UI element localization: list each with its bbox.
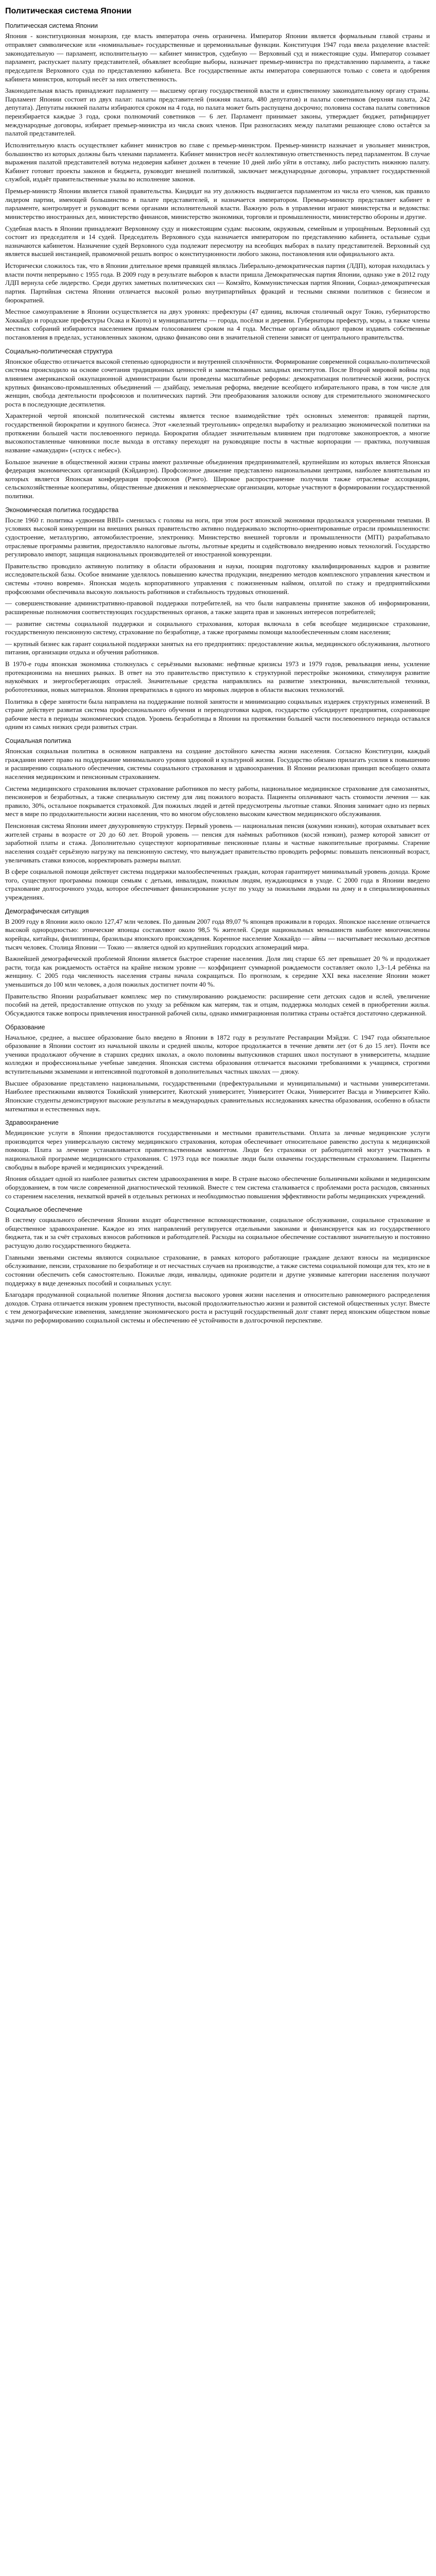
section-heading: Демографическая ситуация (5, 907, 89, 915)
paragraph: Японское общество отличается высокой степенью однородности и внутренней сплочённости. Формирование современной социально-политической системы происходило на основе сочетания традиционных ценностей и заимствованных западных институтов. После Второй мировой войны под влиянием американской оккупационной администрации были проведены масштабные реформы: демократизация политической жизни, роспуск крупных финансово-промышленных объединений — дзайбацу, земельная реформа, введение всеобщего избирательного права, в том числе для женщин, свобода деятельности профсоюзов и политических партий. Эти преобразования заложили основу для стремительного экономического роста в последующие десятилетия. (5, 357, 430, 408)
page-title: Политическая система Японии (5, 7, 132, 15)
section-heading: Социальное обеспечение (5, 1206, 82, 1214)
article-body (5, 32, 430, 1325)
paragraph: — совершенствование административно-правовой поддержки потребителей, на что были направлены принятие законов об информировании, расширенные полномочия соответствующих государственных органов, а также защита прав и законных интересов потребителей; (5, 599, 430, 616)
paragraph: Характерной чертой японской политической системы является тесное взаимодействие трёх основных элементов: правящей партии, государственной бюрократии и крупного бизнеса. Этот «железный треугольник» определял выработку и реализацию экономической политики на протяжении большей части послевоенного периода. Бюрократия обладает значительным влиянием при подготовке законопроектов, а многие высокопоставленные чиновники после выхода в отставку переходят на руководящие посты в частные корпорации — практика, получившая название «амакудари» («спуск с небес»). (5, 412, 430, 454)
paragraph: В сфере социальной помощи действует система поддержки малообеспеченных граждан, которая гарантирует минимальный уровень дохода. Кроме того, существуют программы помощи семьям с детьми, инвалидам, пожилым людям, нуждающимся в уходе. С 2000 года в Японии введено страхование долгосрочного ухода, которое обеспечивает финансирование услуг по уходу за пожилыми людьми на дому и в специализированных учреждениях. (5, 868, 430, 902)
paragraph: Начальное, среднее, а высшее образование было введено в Японии в 1872 году в результате Реставрации Мэйдзи. С 1947 года обязательное образование в Японии состоит из начальной школы и средней школы, которое продолжается в течение девяти лет (от 6 до 15 лет). Почти все ученики продолжают обучение в старших средних школах, а около половины выпускников старших школ поступают в университеты, младшие колледжи и профессиональные учебные заведения. Японская система образования отличается высокими требованиями к учащимся, строгими вступительными экзаменами и интенсивной подготовкой в дополнительных частных школах — дзюку. (5, 1033, 430, 1076)
paragraph: — развитие системы социальной поддержки и социального страхования, которая включала в себя всеобщее медицинское страхование, государственную пенсионную систему, страхование по безработице, а также программы помощи малообеспеченным слоям населения; (5, 619, 430, 636)
paragraph: В систему социального обеспечения Японии входят общественное вспомоществование, социальное обслуживание, социальное страхование и общественное здравоохранение. Каждое из этих направлений регулируется отдельными законами и финансируется как из государственного бюджета, так и за счёт страховых взносов работников и работодателей. Расходы на социальное обеспечение составляют значительную и постоянно растущую долю государственного бюджета. (5, 1216, 430, 1250)
paragraph: Судебная власть в Японии принадлежит Верховному суду и нижестоящим судам: высоким, окружным, семейным и упрощённым. Верховный суд состоит из председателя и 14 судей. Председатель Верховного суда назначается императором по представлению кабинета, остальные судьи назначаются кабинетом. Назначение судей Верховного суда подлежит пересмотру на всеобщих выборах в палату представителей. Верховный суд является высшей инстанцией, правомочной решать вопрос о конституционности любого закона, постановления или официального акта. (5, 224, 430, 258)
paragraph: Премьер-министр Японии является главой правительства. Кандидат на эту должность выдвигается парламентом из числа его членов, как правило лидером партии, имеющей большинство в палате представителей, и назначается императором. Премьер-министр представляет кабинет в парламенте, контролирует и руководит всеми органами исполнительной власти. Важную роль в управлении играют министерства и ведомства: министерство иностранных дел, министерство финансов, министерство экономики, торговли и промышленности, министерство обороны и другие. (5, 187, 430, 221)
paragraph: Медицинские услуги в Японии предоставляются государственными и местными правительствами. Оплата за личные медицинские услуги производится через универсальную систему медицинского страхования, которая обеспечивает относительное равенство доступа к медицинской помощи. Плата за лечение устанавливается правительственным комитетом. Люди без страховки от работодателей могут участвовать в национальной программе медицинского страхования. С 1973 года все пожилые люди были охвачены государственным страхованием. Пациенты свободны в выборе врачей и медицинских учреждений. (5, 1129, 430, 1171)
paragraph: Политика в сфере занятости была направлена на поддержание полной занятости и минимизацию социальных издержек структурных изменений. В стране действует развитая система профессионального обучения и переподготовки кадров, государство субсидирует предприятия, сохраняющие рабочие места в периоды экономических спадов. Уровень безработицы в Японии на протяжении большей части послевоенного периода оставался одним из самых низких среди развитых стран. (5, 697, 430, 731)
paragraph: Законодательная власть принадлежит парламенту — высшему органу государственной власти и единственному законодательному органу страны. Парламент Японии состоит из двух палат: палаты представителей (нижняя палата, 480 депутатов) и палаты советников (верхняя палата, 242 депутата). Депутаты нижней палаты избираются сроком на 4 года, но палата может быть распущена досрочно; половина состава палаты советников переизбирается каждые 3 года, сроки полномочий советников — 6 лет. Парламент принимает законы, утверждает бюджет, ратифицирует международные договоры, избирает премьер-министра из числа своих членов. При разногласиях между палатами решающее слово остаётся за палатой представителей. (5, 87, 430, 138)
paragraph: Местное самоуправление в Японии осуществляется на двух уровнях: префектуры (47 единиц, включая столичный округ Токио, губернаторство Хоккайдо и городские префектуры Осака и Киото) и муниципалитеты — города, посёлки и деревни. Губернаторы префектур, мэры, а также члены местных собраний избираются населением прямым голосованием сроком на 4 года. Местные органы обладают правом издавать собственные постановления в пределах, установленных законом, однако финансово они в значительной степени зависят от центрального правительства. (5, 308, 430, 342)
paragraph: Япония обладает одной из наиболее развитых систем здравоохранения в мире. В стране высоко обеспечение больничными койками и медицинским оборудованием, в том числе современной диагностической техникой. Вместе с тем система сталкивается с проблемами роста расходов, связанных со старением населения, нехваткой врачей в отдельных регионах и необходимостью повышения эффективности работы медицинских учреждений. (5, 1175, 430, 1200)
paragraph: Важнейшей демографической проблемой Японии является быстрое старение населения. Доля лиц старше 65 лет превышает 20 % и продолжает расти, тогда как рождаемость остаётся на крайне низком уровне — коэффициент суммарной рождаемости составляет около 1,3–1,4 ребёнка на женщину. С 2005 года численность населения страны начала сокращаться. По прогнозам, к середине XXI века население Японии может уменьшиться до 100 млн человек, а доля пожилых достигнет почти 40 %. (5, 955, 430, 989)
paragraph: Исторически сложилось так, что в Японии длительное время правящей являлась Либерально-демократическая партия (ЛДП), которая находилась у власти почти непрерывно с 1955 года. В 2009 году в результате выборов к власти пришла Демократическая партия Японии, однако уже в 2012 году ЛДП вернула себе лидерство. Среди других заметных политических сил — Комэйто, Коммунистическая партия Японии, Социал-демократическая партия. Партийная система Японии отличается высокой ролью внутрипартийных фракций и тесными связями политиков с бизнесом и бюрократией. (5, 262, 430, 304)
paragraph: Высшее образование представлено национальными, государственными (префектуральными и муниципальными) и частными университетами. Наиболее престижными являются Токийский университет, Киотский университет, Университет Осаки, Университет Васэда и Университет Кэйо. Японские студенты демонстрируют высокие результаты в международных сравнительных исследованиях качества образования, особенно в области математики и естественных наук. (5, 1079, 430, 1113)
paragraph: В 2009 году в Японии жило около 127,47 млн человек. По данным 2007 года 89,07 % японцев проживали в городах. Японское население отличается высокой однородностью: этнические японцы составляют около 98,5 % жителей. Среди национальных меньшинств наиболее многочисленны корейцы, китайцы, филиппинцы, бразильцы японского происхождения. Коренное население Хоккайдо — айны — насчитывает несколько десятков тысяч человек. Столица Японии — Токио — является одной из крупнейших городских агломераций мира. (5, 917, 430, 951)
paragraph: После 1960 г. политика «удвоения ВВП» сменилась с головы на ноги, при этом рост японской экономики продолжался ускоренными темпами. В условиях высокой конкуренции на внешних рынках правительство активно поддерживало экспортно-ориентированные отрасли промышленности: судостроение, металлургию, автомобилестроение, электронику. Министерство внешней торговли и промышленности (MITI) разрабатывало отраслевые программы развития, предоставляло налоговые льготы, льготные кредиты и содействовало внедрению новых технологий. Государство регулировало импорт, защищая национальных производителей от иностранной конкуренции. (5, 516, 430, 558)
paragraph: Пенсионная система Японии имеет двухуровневую структуру. Первый уровень — национальная пенсия (кокумин нэнкин), которая охватывает всех жителей страны в возрасте от 20 до 60 лет. Второй уровень — пенсия для наёмных работников (косэй нэнкин), размер которой зависит от заработной платы и стажа. Дополнительно существуют корпоративные пенсионные планы и частные накопительные программы. Старение населения создаёт серьёзную нагрузку на пенсионную систему, что вынуждает правительство проводить реформы: повышать пенсионный возраст, увеличивать ставки взносов, корректировать размеры выплат. (5, 822, 430, 864)
section-heading: Социально-политическая структура (5, 347, 113, 355)
section-heading: Социальная политика (5, 737, 72, 745)
paragraph: Исполнительную власть осуществляет кабинет министров во главе с премьер-министром. Премьер-министр назначает и увольняет министров, большинство из которых должны быть членами парламента. Кабинет министров несёт коллективную ответственность перед парламентом. В случае выражения палатой представителей вотума недоверия кабинет должен в течение 10 дней либо уйти в отставку, либо распустить нижнюю палату. Кабинет готовит проекты законов и бюджета, руководит внешней политикой, заключает международные договоры, управляет государственной службой, издаёт правительственные указы во исполнение законов. (5, 141, 430, 183)
paragraph: В 1970-е годы японская экономика столкнулась с серьёзными вызовами: нефтяные кризисы 1973 и 1979 годов, ревальвация иены, усиление протекционизма на внешних рынках. В ответ на это правительство приступило к структурной перестройке экономики, стимулируя развитие наукоёмких и энергосберегающих отраслей. Значительные средства направлялись на развитие электроники, вычислительной техники, робототехники, новых материалов. Япония превратилась в одного из мировых лидеров в области высоких технологий. (5, 660, 430, 693)
paragraph: Японская социальная политика в основном направлена на создание достойного качества жизни населения. Согласно Конституции, каждый гражданин имеет право на поддержание минимального уровня здоровой и культурной жизни. Государство обязано прилагать усилия к повышению и расширению социального обеспечения, системы социального страхования и здравоохранения. В Японии реализован принцип всеобщего охвата населения медицинским и пенсионным страхованием. (5, 747, 430, 781)
paragraph: Главными звеньями системы являются социальное страхование, в рамках которого работающие граждане делают взносы на медицинское обслуживание, пенсии, страхование по безработице и от несчастных случаев на производстве, а также система социальной помощи для тех, кто не в состоянии обеспечить себя самостоятельно. Пожилые люди, инвалиды, одинокие родители и другие уязвимые категории населения получают поддержку в виде денежных пособий и социальных услуг. (5, 1253, 430, 1287)
section-heading: Образование (5, 1023, 45, 1031)
paragraph: Большое значение в общественной жизни страны имеют различные объединения предпринимателей, крупнейшим из которых является Японская федерация экономических организаций (Кэйданрэн). Профсоюзное движение представлено национальными центрами, наиболее влиятельным из которых является Японская конфедерация профсоюзов (Рэнго). Широкое распространение получили также отраслевые ассоциации, сельскохозяйственные кооперативы, общественные движения и некоммерческие организации, которые участвуют в формировании государственной политики. (5, 457, 430, 500)
paragraph: Япония - конституционная монархия, где власть императора очень ограничена. Император Японии является формальным главой страны и отправляет символические или «номинальные» государственные и церемониальные функции. Конституция 1947 года ввела разделение властей: законодательную — парламент, исполнительную — кабинет министров, судебную — Верховный суд и нижестоящие суды. Император созывает парламент, распускает палату представителей, объявляет всеобщие выборы, назначает премьер-министра по представлению парламента, а также председателя Верховного суда по представлению кабинета. Все государственные акты императора совершаются только с совета и одобрения кабинета министров, который несёт за них ответственность. (5, 32, 430, 83)
paragraph: — крупный бизнес как гарант социальной поддержки занятых на его предприятиях: предоставление жилья, медицинского обслуживания, льготного питания, организации отдыха и обучения работников. (5, 639, 430, 656)
paragraph: Правительство Японии разрабатывает комплекс мер по стимулированию рождаемости: расширение сети детских садов и яслей, увеличение пособий на детей, предоставление отпусков по уходу за ребёнком как матерям, так и отцам, поддержка молодых семей в приобретении жилья. Обсуждаются также вопросы привлечения иностранной рабочей силы, однако иммиграционная политика страны остаётся достаточно сдержанной. (5, 992, 430, 1017)
section-heading: Здравоохранение (5, 1119, 59, 1127)
page-subtitle: Политическая система Японии (5, 22, 98, 30)
paragraph: Правительство проводило активную политику в области образования и науки, поощряя подготовку квалифицированных кадров и развитие исследовательской базы. Особое внимание уделялось повышению качества продукции, внедрению методов комплексного управления качеством и системы «точно вовремя». Японская модель корпоративного управления с пожизненным наймом, оплатой по стажу и предприятийскими профсоюзами обеспечивала высокую лояльность работников и стабильность трудовых отношений. (5, 562, 430, 596)
section-heading: Экономическая политика государства (5, 506, 119, 514)
paragraph: Благодаря продуманной социальной политике Япония достигла высокого уровня жизни населения и относительно равномерного распределения доходов. Страна отличается низким уровнем преступности, высокой продолжительностью жизни и развитой системой общественных услуг. Вместе с тем демографические изменения, замедление экономического роста и растущий государственный долг ставят перед японским обществом новые задачи по реформированию социальной системы и обеспечению её устойчивости в долгосрочной перспективе. (5, 1291, 430, 1325)
paragraph: Система медицинского страхования включает страхование работников по месту работы, национальное медицинское страхование для самозанятых, пенсионеров и безработных, а также специальную систему для лиц пожилого возраста. Пациенты оплачивают часть стоимости лечения — как правило, 30%, остальное покрывается страховкой. Для пожилых людей и детей предусмотрены льготные ставки. Япония занимает одно из первых мест в мире по продолжительности жизни населения, что во многом обусловлено высоким качеством медицинского обслуживания. (5, 784, 430, 818)
